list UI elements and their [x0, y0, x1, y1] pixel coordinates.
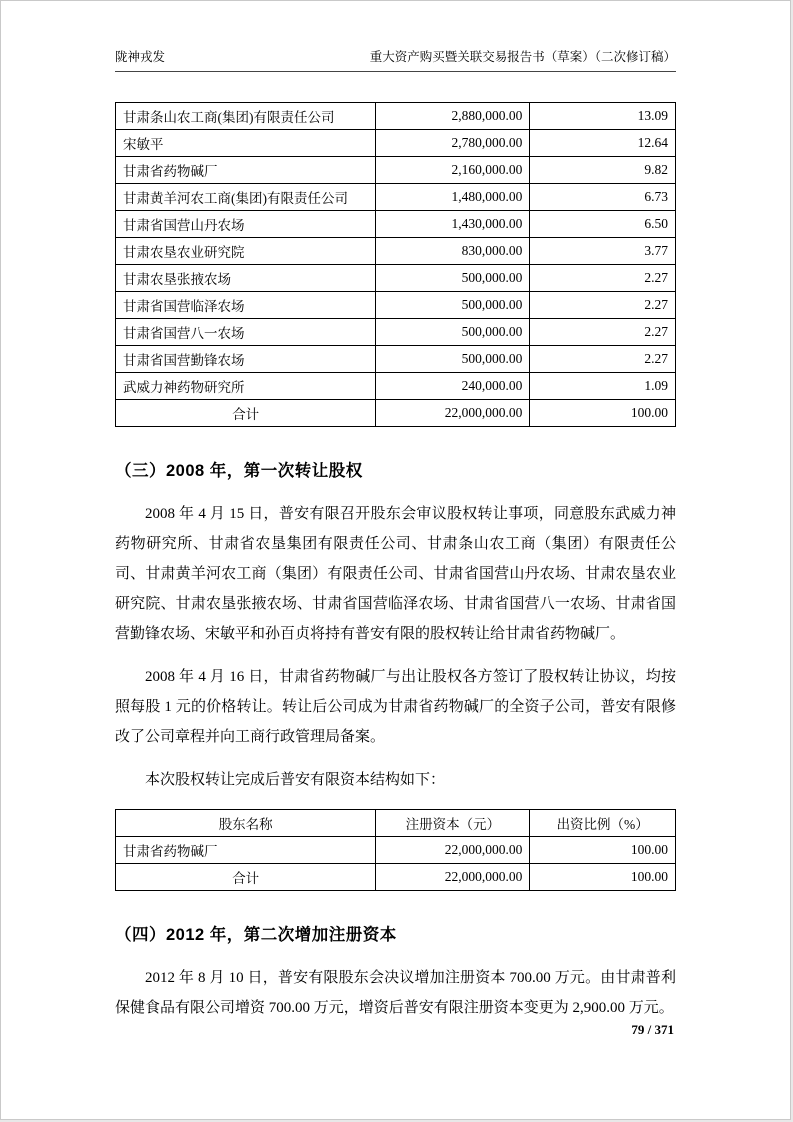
page-number: 79 / 371: [631, 1022, 674, 1037]
table-header-row: [116, 810, 676, 837]
capital-amount: 500,000.00: [376, 346, 530, 373]
table-row: [116, 265, 676, 292]
capital-ratio: 13.09: [530, 103, 676, 130]
total-label: 合计: [116, 400, 376, 427]
paragraph: 2012 年 8 月 10 日，普安有限股东会决议增加注册资本 700.00 万元。由甘肃普利保健食品有限公司增资 700.00 万元，增资后普安有限注册资本变更为 2,900.00 万元。: [115, 970, 676, 1016]
table-row: [116, 292, 676, 319]
shareholder-name: 宋敏平: [116, 130, 376, 157]
capital-amount: 830,000.00: [376, 238, 530, 265]
capital-ratio: 6.73: [530, 184, 676, 211]
table-row: [116, 837, 676, 864]
capital-amount: 500,000.00: [376, 292, 530, 319]
paragraph: 本次股权转让完成后普安有限资本结构如下：: [145, 772, 446, 788]
col-header-ratio: 出资比例（%）: [530, 810, 676, 837]
capital-ratio: 2.27: [530, 292, 676, 319]
header-rule: [115, 71, 676, 72]
capital-amount: 500,000.00: [376, 265, 530, 292]
capital-ratio: 12.64: [530, 130, 676, 157]
paragraph: 2008 年 4 月 16 日，甘肃省药物碱厂与出让股权各方签订了股权转让协议，均按照每股 1 元的价格转让。转让后公司成为甘肃省药物碱厂的全资子公司，普安有限修改了公司章程并向工商行政管理局备案。: [115, 669, 676, 745]
table-row: [116, 319, 676, 346]
capital-amount: 2,880,000.00: [376, 103, 530, 130]
capital-structure-table: [115, 809, 676, 891]
capital-amount: 500,000.00: [376, 319, 530, 346]
section-heading-3: （三）2008 年，第一次转让股权: [115, 462, 363, 480]
total-ratio: 100.00: [530, 400, 676, 427]
capital-ratio: 100.00: [530, 837, 676, 864]
capital-ratio: 2.27: [530, 346, 676, 373]
table-total-row: [116, 864, 676, 891]
total-label: 合计: [116, 864, 376, 891]
col-header-shareholder: 股东名称: [116, 810, 376, 837]
total-ratio: 100.00: [530, 864, 676, 891]
capital-ratio: 2.27: [530, 319, 676, 346]
table-row: [116, 238, 676, 265]
capital-amount: 22,000,000.00: [376, 837, 530, 864]
capital-ratio: 1.09: [530, 373, 676, 400]
capital-amount: 1,480,000.00: [376, 184, 530, 211]
capital-ratio: 3.77: [530, 238, 676, 265]
shareholder-name: 甘肃农垦农业研究院: [116, 238, 376, 265]
table-row: [116, 211, 676, 238]
total-amount: 22,000,000.00: [376, 400, 530, 427]
shareholder-name: 甘肃省国营山丹农场: [116, 211, 376, 238]
shareholder-table: [115, 102, 676, 427]
header-company-name: 陇神戎发: [115, 50, 166, 64]
capital-ratio: 2.27: [530, 265, 676, 292]
table-row: [116, 130, 676, 157]
table-row: [116, 157, 676, 184]
table-row: [116, 346, 676, 373]
total-amount: 22,000,000.00: [376, 864, 530, 891]
table-row: [116, 103, 676, 130]
shareholder-name: 甘肃省国营八一农场: [116, 319, 376, 346]
section-heading-4: （四）2012 年，第二次增加注册资本: [115, 926, 397, 944]
shareholder-name: 甘肃省国营勤锋农场: [116, 346, 376, 373]
shareholder-name: 甘肃省国营临泽农场: [116, 292, 376, 319]
capital-amount: 2,160,000.00: [376, 157, 530, 184]
shareholder-name: 甘肃条山农工商(集团)有限责任公司: [116, 103, 376, 130]
capital-amount: 1,430,000.00: [376, 211, 530, 238]
shareholder-name: 武威力神药物研究所: [116, 373, 376, 400]
capital-amount: 240,000.00: [376, 373, 530, 400]
table-total-row: [116, 400, 676, 427]
page-content: [1, 1, 790, 1023]
shareholder-name: 甘肃省药物碱厂: [116, 837, 376, 864]
shareholder-name: 甘肃省药物碱厂: [116, 157, 376, 184]
shareholder-name: 甘肃黄羊河农工商(集团)有限责任公司: [116, 184, 376, 211]
capital-ratio: 6.50: [530, 211, 676, 238]
table-row: [116, 184, 676, 211]
col-header-capital: 注册资本（元）: [376, 810, 530, 837]
header-report-title: 重大资产购买暨关联交易报告书（草案）（二次修订稿）: [369, 50, 676, 64]
paragraph: 2008 年 4 月 15 日，普安有限召开股东会审议股权转让事项，同意股东武威力神药物研究所、甘肃省农垦集团有限责任公司、甘肃条山农工商（集团）有限责任公司、甘肃黄羊河农工商（集团）有限责任公司、甘肃省国营山丹农场、甘肃农垦农业研究院、甘肃农垦张掖农场、甘肃省国营临泽农场、甘肃省国营八一农场、甘肃省国营勤锋农场、宋敏平和孙百贞将持有普安有限的股权转让给甘肃省药物碱厂。: [115, 506, 676, 642]
capital-amount: 2,780,000.00: [376, 130, 530, 157]
table-row: [116, 373, 676, 400]
capital-ratio: 9.82: [530, 157, 676, 184]
shareholder-name: 甘肃农垦张掖农场: [116, 265, 376, 292]
page-header: [115, 47, 676, 71]
